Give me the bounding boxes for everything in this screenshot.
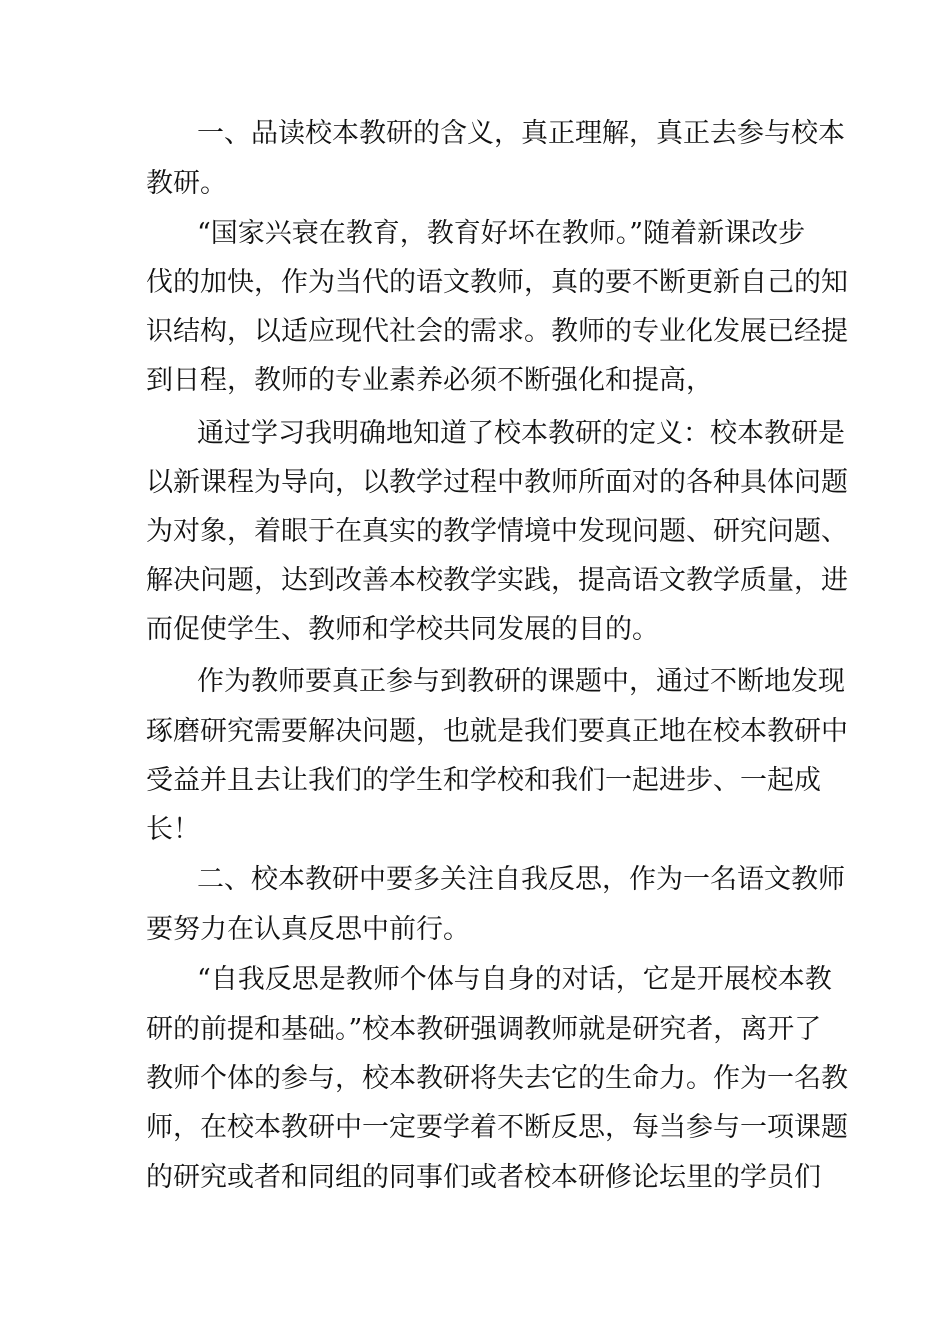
text-line-20: 教师个体的参与，校本教研将失去它的生命力。作为一名教	[146, 1063, 848, 1094]
text-line-6: 到日程，教师的专业素养必须不断强化和提高，	[146, 365, 713, 396]
text-line-19: 研的前提和基础。”校本教研强调教师就是研究者，离开了	[146, 1014, 822, 1045]
text-line-7: 通过学习我明确地知道了校本教研的定义：校本教研是	[197, 418, 845, 449]
text-line-17: 要努力在认真反思中前行。	[146, 914, 470, 945]
text-line-15: 长！	[146, 814, 200, 845]
text-line-1: 一、品读校本教研的含义，真正理解，真正去参与校本	[197, 118, 845, 149]
text-line-8: 以新课程为导向，以教学过程中教师所面对的各种具体问题	[146, 467, 848, 498]
text-line-9: 为对象，着眼于在真实的教学情境中发现问题、研究问题、	[146, 516, 848, 547]
text-line-22: 的研究或者和同组的同事们或者校本研修论坛里的学员们	[146, 1162, 821, 1193]
text-line-14: 受益并且去让我们的学生和学校和我们一起进步、一起成	[146, 765, 821, 796]
text-line-12: 作为教师要真正参与到教研的课题中，通过不断地发现	[197, 666, 845, 697]
text-line-21: 师，在校本教研中一定要学着不断反思，每当参与一项课题	[146, 1112, 848, 1143]
text-line-4: 伐的加快，作为当代的语文教师，真的要不断更新自己的知	[146, 267, 848, 298]
text-line-3: “国家兴衰在教育，教育好坏在教师。”随着新课改步	[197, 218, 806, 249]
text-line-13: 琢磨研究需要解决问题，也就是我们要真正地在校本教研中	[146, 716, 848, 747]
text-line-2: 教研。	[146, 168, 227, 199]
text-line-10: 解决问题，达到改善本校教学实践，提高语文教学质量，进	[146, 565, 848, 596]
text-line-11: 而促使学生、教师和学校共同发展的目的。	[146, 614, 659, 645]
text-line-5: 识结构，以适应现代社会的需求。教师的专业化发展已经提	[146, 316, 848, 347]
text-line-18: “自我反思是教师个体与自身的对话，它是开展校本教	[197, 964, 832, 995]
text-line-16: 二、校本教研中要多关注自我反思，作为一名语文教师	[197, 864, 845, 895]
